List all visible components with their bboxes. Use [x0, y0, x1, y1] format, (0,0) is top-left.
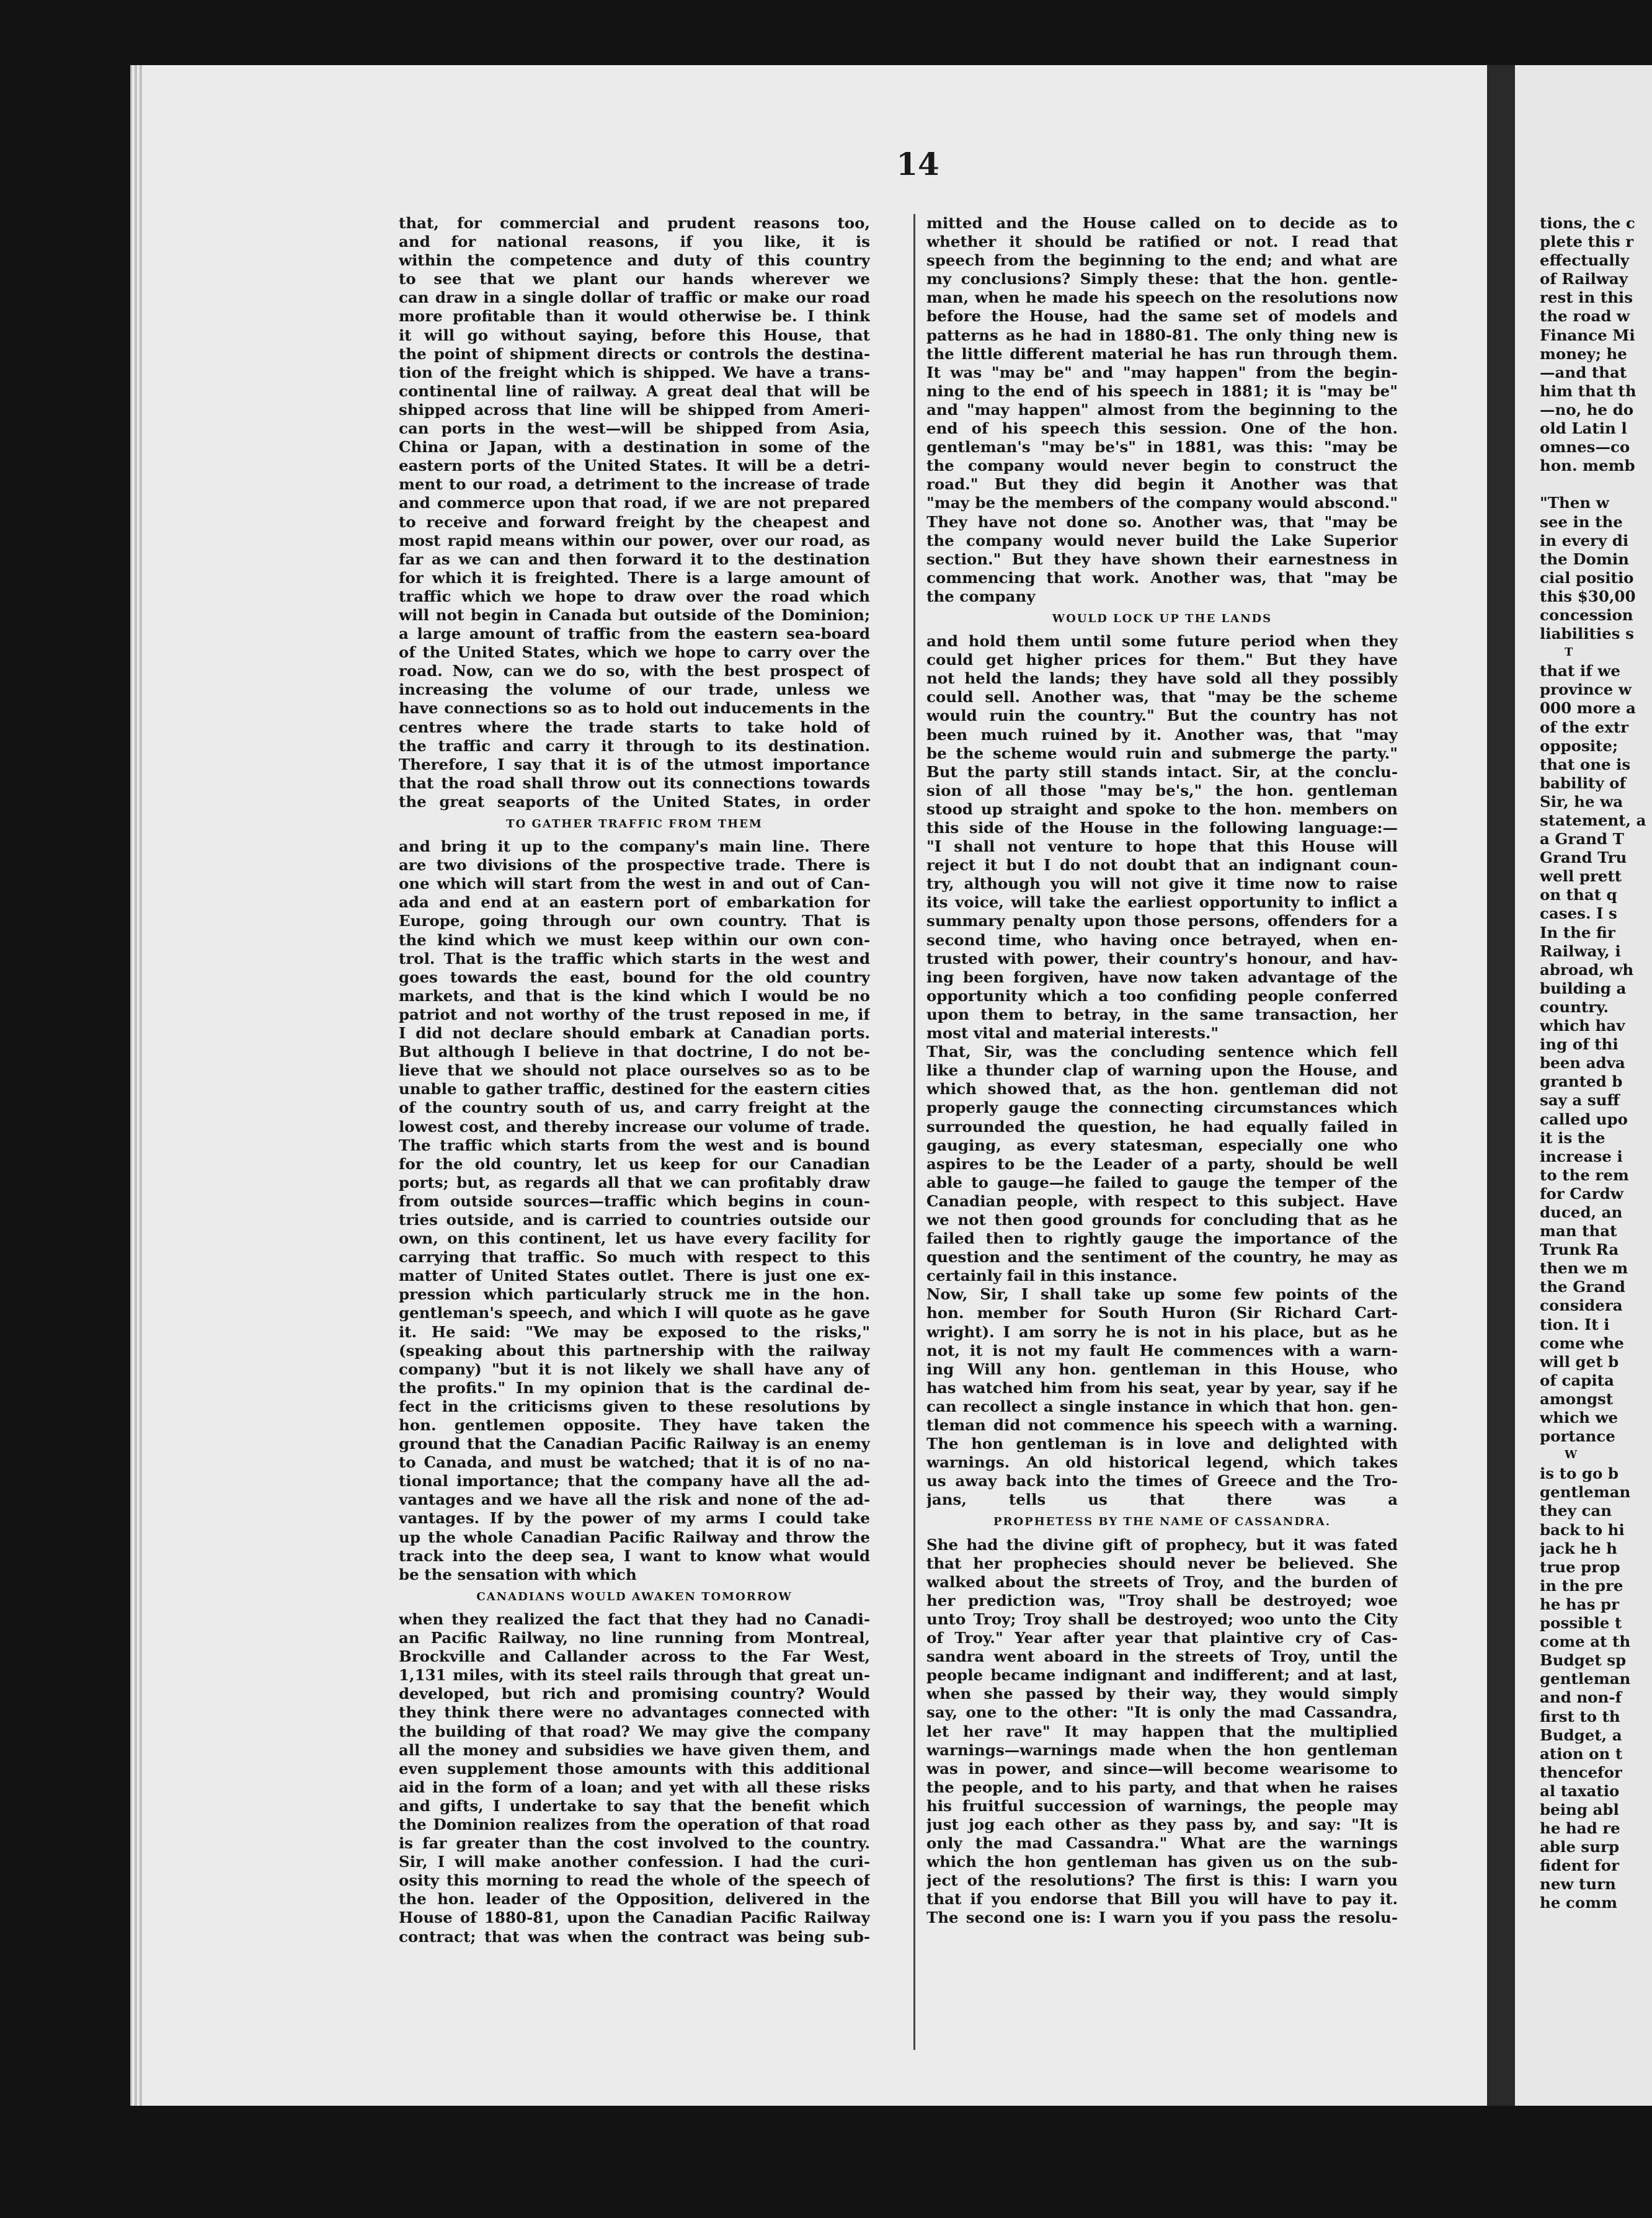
text-line: Brockville and Callander across to the Far West, — [399, 1647, 870, 1666]
text-line: his fruitful succession of warnings, the people may — [926, 1796, 1398, 1815]
text-line: continental line of railway. A great deal that will be — [399, 381, 870, 400]
subheading: CANADIANS WOULD AWAKEN TOMORROW — [476, 1590, 793, 1603]
subheading: PROPHETESS BY THE NAME OF CASSANDRA. — [993, 1515, 1331, 1529]
text-line: would ruin the country." But the country has not — [926, 706, 1398, 725]
text-line: The hon gentleman is in love and delighted with — [926, 1435, 1398, 1453]
text-line: hon. member for South Huron (Sir Richard Cart- — [926, 1304, 1398, 1322]
text-line: a large amount of traffic from the eastern sea-board — [399, 625, 870, 643]
fragment-line: is to go b — [1540, 1464, 1619, 1483]
text-line: goes towards the east, bound for the old country — [399, 968, 870, 986]
text-line: can ports in the west—will be shipped from Asia, — [399, 419, 870, 438]
column-divider — [913, 214, 915, 2050]
text-line: not held the lands; they have sold all they possibly — [926, 669, 1398, 688]
text-line: to receive and forward freight by the cheapest and — [399, 512, 870, 531]
text-line: properly gauge the connecting circumstances which — [926, 1098, 1398, 1117]
fragment-line: tion. It i — [1540, 1315, 1610, 1334]
text-line: road. Now, can we do so, with the best prospect of — [399, 662, 870, 680]
text-line: unable to gather traffic, destined for the eastern cities — [399, 1080, 870, 1098]
fragment-line: fident for — [1540, 1856, 1619, 1875]
column-1-block-1 — [399, 214, 870, 811]
fragment-line: true prop — [1540, 1557, 1620, 1576]
text-line: (speaking about this partnership with the railway — [399, 1341, 870, 1360]
fragment-line: country. — [1540, 997, 1609, 1016]
column-2 — [926, 214, 1398, 1928]
text-line: it. He said: "We may be exposed to the risks," — [399, 1322, 870, 1341]
text-line: and gifts, I undertake to say that the benefit which — [399, 1796, 870, 1815]
text-line: not, it is not my fault He commences with a warn- — [926, 1341, 1398, 1360]
text-line: But the party still stands intact. Sir, at the conclu- — [926, 762, 1398, 781]
next-page-column — [1540, 214, 1652, 1913]
fragment-line: the road w — [1540, 307, 1630, 326]
text-line: the traffic and carry it through to its destination. — [399, 736, 870, 755]
text-line: carrying that traffic. So much with respect to this — [399, 1248, 870, 1267]
text-line: tion of the freight which is shipped. We have a trans- — [399, 363, 870, 381]
fragment-line: Grand Tru — [1540, 848, 1627, 867]
fragment-line: Budget sp — [1540, 1651, 1627, 1670]
text-line: all the money and subsidies we have given them, and — [399, 1740, 870, 1759]
text-line: vantages. If by the power of my arms I could take — [399, 1509, 870, 1528]
text-line: wright). I am sorry he is not in his place, but as he — [926, 1322, 1398, 1341]
text-line: like a thunder clap of warning upon the House, and — [926, 1061, 1398, 1080]
fragment-line: that one is — [1540, 755, 1631, 773]
fragment-line: the Domin — [1540, 550, 1629, 568]
text-line: are two divisions of the prospective trade. There is — [399, 856, 870, 875]
fragment-line: being abl — [1540, 1800, 1619, 1819]
text-line: markets, and that is the kind which I would be no — [399, 986, 870, 1005]
next-page-fragment — [1515, 65, 1652, 2106]
text-line: aid in the form of a loan; and yet with all these risks — [399, 1778, 870, 1796]
column-1-block-2 — [399, 837, 870, 1584]
text-line: and commerce upon that road, if we are not prepared — [399, 494, 870, 512]
fragment-line: which hav — [1540, 1017, 1625, 1035]
text-line: could sell. Another was, that "may be the scheme — [926, 688, 1398, 706]
text-line: failed then to rightly gauge the importance of the — [926, 1229, 1398, 1248]
text-line: track into the deep sea, I want to know what would — [399, 1546, 870, 1565]
text-line: ports; but, as regards all that we can profitably draw — [399, 1173, 870, 1191]
text-line: patriot and not worthy of the trust reposed in me, if — [399, 1005, 870, 1023]
fragment-line: —no, he do — [1540, 400, 1634, 419]
text-line: Now, Sir, I shall take up some few points of the — [926, 1285, 1398, 1304]
text-line: more profitable than it would otherwise be. I think — [399, 307, 870, 326]
text-line: been much ruined by it. Another was, that "may — [926, 725, 1398, 744]
text-line: 1,131 miles, with its steel rails through that great un- — [399, 1666, 870, 1685]
text-line: mitted and the House called on to decide as to — [926, 214, 1398, 232]
text-line: this side of the House in the following language:— — [926, 819, 1398, 837]
fragment-line: "Then w — [1540, 494, 1609, 512]
fragment-line: In the fir — [1540, 923, 1615, 942]
column-2-block-1 — [926, 214, 1398, 606]
fragment-line: building a — [1540, 979, 1627, 997]
fragment-line: to the rem — [1540, 1165, 1629, 1184]
text-line: ground that the Canadian Pacific Railway is an enemy — [399, 1435, 870, 1453]
fragment-line: come whe — [1540, 1334, 1624, 1352]
fragment-line: rest in this — [1540, 288, 1633, 307]
fragment-line: on that q — [1540, 886, 1617, 904]
fragment-line: Sir, he wa — [1540, 792, 1623, 811]
text-line: within the competence and duty of this country — [399, 251, 870, 270]
fragment-line: of Railway — [1540, 270, 1628, 288]
text-line: upon them to betray, in the same transaction, her — [926, 1005, 1398, 1023]
fragment-subheading: T — [1565, 646, 1574, 659]
fragment-line: in the pre — [1540, 1576, 1623, 1595]
text-line: jans, tells us that there was a — [926, 1490, 1398, 1509]
fragment-block-1 — [1540, 214, 1652, 643]
text-line: can recollect a single instance in which that hon. gen- — [926, 1397, 1398, 1415]
text-line: could get higher prices for them." But they have — [926, 651, 1398, 669]
fragment-line: will get b — [1540, 1352, 1619, 1371]
text-line: traffic which we hope to draw over the road which — [399, 587, 870, 605]
text-line: that, for commercial and prudent reasons too, — [399, 214, 870, 232]
fragment-line: that if we — [1540, 662, 1620, 680]
text-line: pression which particularly struck me in the hon. — [399, 1285, 870, 1304]
text-line: we not then good grounds for concluding that as he — [926, 1210, 1398, 1229]
text-line: the great seaports of the United States, in order — [399, 792, 870, 811]
text-line: to see that we plant our hands wherever we — [399, 270, 870, 288]
text-line: only the mad Cassandra." What are the warnings — [926, 1834, 1398, 1853]
text-line: say, one to the other: "It is only the mad Cassandra, — [926, 1703, 1398, 1722]
text-line: the company — [926, 587, 1036, 605]
text-line: have connections so as to hold out inducements in the — [399, 699, 870, 718]
text-line: let her rave" It may happen that the multiplied — [926, 1722, 1398, 1740]
fragment-line: amongst — [1540, 1389, 1614, 1408]
fragment-line: they can — [1540, 1502, 1612, 1520]
text-line: end of his speech this session. One of the hon. — [926, 419, 1398, 438]
text-line: to Canada, and must be watched; that it is of no na- — [399, 1453, 870, 1472]
text-line: ment to our road, a detriment to the increase of trade — [399, 475, 870, 494]
text-line: ning to the end of his speech in 1881; it is "may be" — [926, 381, 1398, 400]
fragment-line: effectually — [1540, 251, 1630, 270]
text-line: the profits." In my opinion that is the cardinal de- — [399, 1378, 870, 1397]
fragment-line: back to hi — [1540, 1520, 1625, 1539]
text-line: tional importance; that the company have all the ad- — [399, 1472, 870, 1490]
text-line: that if you endorse that Bill you will have to pay it. — [926, 1890, 1398, 1908]
text-line: that her prophecies should never be believed. She — [926, 1554, 1398, 1572]
fragment-line: a Grand T — [1540, 830, 1624, 848]
text-line: can draw in a single dollar of traffic or make our road — [399, 288, 870, 307]
text-line: when she passed by their way, they would simply — [926, 1685, 1398, 1703]
text-line: tleman did not commence his speech with a warning. — [926, 1416, 1398, 1434]
fragment-line: Trunk Ra — [1540, 1240, 1619, 1259]
text-line: I did not declare should embark at Canadian ports. — [399, 1024, 870, 1043]
fragment-line: see in the — [1540, 512, 1623, 531]
fragment-line: he comm — [1540, 1894, 1618, 1912]
fragment-line: been adva — [1540, 1054, 1625, 1072]
text-line: for the old country, let us keep for our Canadian — [399, 1154, 870, 1173]
fragment-line: portance — [1540, 1427, 1615, 1446]
text-line: the company would never build the Lake Superior — [926, 531, 1398, 550]
text-line: when they realized the fact that they had no Canadi- — [399, 1610, 870, 1628]
text-line: fect in the criticisms given to these resolutions by — [399, 1397, 870, 1415]
fragment-line: the Grand — [1540, 1278, 1625, 1296]
text-line: and bring it up to the company's main line. There — [399, 837, 870, 856]
fragment-line: this $30,00 — [1540, 587, 1636, 605]
fragment-line: opposite; — [1540, 736, 1618, 755]
text-line: The second one is: I warn you if you pass the resolu- — [926, 1908, 1398, 1927]
column-2-block-2 — [926, 632, 1398, 1509]
text-line: lowest cost, and thereby increase our volume of trade. — [399, 1117, 870, 1136]
text-line: an Pacific Railway, no line running from Montreal, — [399, 1629, 870, 1647]
fragment-subheading: W — [1565, 1448, 1579, 1462]
text-line: that the road shall throw out its connections towards — [399, 773, 870, 792]
text-line: ada and end at an eastern port of embarkation for — [399, 893, 870, 912]
fragment-line: him that th — [1540, 381, 1636, 400]
text-line: has watched him from his seat, year by year, say if he — [926, 1378, 1398, 1397]
text-line: trusted with power, their country's honour, and hav- — [926, 949, 1398, 968]
subheading: WOULD LOCK UP THE LANDS — [1052, 612, 1272, 625]
fragment-line: thencefor — [1540, 1763, 1622, 1781]
text-line: They have not done so. Another was, that "may be — [926, 512, 1398, 531]
text-line: "may be the members of the company would abscond." — [926, 494, 1398, 512]
column-1-block-3 — [399, 1610, 870, 1946]
text-line: Europe, going through our own country. That is — [399, 912, 870, 930]
text-line: before the House, had the same set of models and — [926, 307, 1398, 326]
fragment-line: al taxatio — [1540, 1781, 1620, 1800]
fragment-line: granted b — [1540, 1072, 1623, 1091]
text-line: my conclusions? Simply these: that the hon. gentle- — [926, 270, 1398, 288]
text-line: warnings. An old historical legend, which takes — [926, 1453, 1398, 1472]
text-line: Canadian people, with respect to this subject. Have — [926, 1191, 1398, 1210]
fragment-line: concession — [1540, 605, 1633, 624]
text-line: reject it but I do not doubt that an indignant coun- — [926, 856, 1398, 875]
text-line: ject of the resolutions? The first is this: I warn you — [926, 1871, 1398, 1890]
text-line: ing been forgiven, have now taken advantage of the — [926, 968, 1398, 986]
text-line: they think there were no advantages connected with — [399, 1703, 870, 1722]
fragment-line: cial positio — [1540, 568, 1634, 587]
text-line: own, on this continent, let us have every facility for — [399, 1229, 870, 1248]
text-line: of the United States, which we hope to carry over the — [399, 643, 870, 662]
text-line: commencing that work. Another was, that "may be — [926, 568, 1398, 587]
fragment-line: bability of — [1540, 773, 1627, 792]
text-line: the kind which we must keep within our own con- — [399, 930, 870, 949]
fragment-line — [1540, 475, 1652, 494]
text-line: of the country south of us, and carry freight at the — [399, 1098, 870, 1117]
fragment-line: jack he h — [1540, 1539, 1617, 1557]
text-line: road." But they did begin it Another was that — [926, 475, 1398, 494]
text-line: certainly fail in this instance. — [926, 1267, 1178, 1285]
fragment-line: Budget, a — [1540, 1726, 1622, 1744]
text-line: most vital and material interests." — [926, 1024, 1219, 1043]
subheading: TO GATHER TRAFFIC FROM THEM — [506, 817, 763, 831]
text-line: section." But they have shown their earnestness in — [926, 550, 1398, 568]
text-line: opportunity which a too confiding people conferred — [926, 986, 1398, 1005]
text-line: sion of all those "may be's," the hon. gentleman — [926, 781, 1398, 799]
text-line: gauging, as every statesman, especially one who — [926, 1136, 1398, 1154]
text-line: aspires to be the Leader of a party, should be well — [926, 1154, 1398, 1173]
text-line: and for national reasons, if you like, it is — [399, 233, 870, 251]
fragment-line: liabilities s — [1540, 625, 1634, 643]
text-line: Therefore, I say that it is of the utmost importance — [399, 755, 870, 773]
text-line: far as we can and then forward it to the destination — [399, 550, 870, 568]
fragment-line: of the extr — [1540, 718, 1629, 736]
text-line: company) "but it is not likely we shall have any of — [399, 1360, 870, 1378]
text-line: question and the sentiment of the country, he may as — [926, 1248, 1398, 1267]
text-line: centres where the trade starts to take hold of — [399, 718, 870, 736]
text-line: is far greater than the cost involved to the country. — [399, 1834, 870, 1853]
fragment-line: possible t — [1540, 1614, 1622, 1632]
text-line: will not begin in Canada but outside of the Dominion; — [399, 605, 870, 624]
text-line: of Troy." Year after year that plaintive cry of Cas- — [926, 1629, 1398, 1647]
text-line: But although I believe in that doctrine, I do not be- — [399, 1043, 870, 1061]
fragment-line: —and that — [1540, 363, 1627, 381]
text-line: just jog each other as they pass by, and say: "It is — [926, 1815, 1398, 1833]
fragment-line: 000 more a — [1540, 699, 1636, 718]
fragment-line: well prett — [1540, 867, 1622, 886]
text-line: patterns as he had in 1880-81. The only thing new is — [926, 326, 1398, 344]
fragment-line: old Latin l — [1540, 419, 1627, 438]
text-line: her prediction was, "Troy shall be destroyed; woe — [926, 1591, 1398, 1610]
book-gutter — [1487, 65, 1515, 2106]
text-line: ing Will any hon. gentleman in this House, who — [926, 1360, 1398, 1378]
text-line: stood up straight and spoke to the hon. members on — [926, 799, 1398, 818]
text-line: Sir, I will make another confession. I had the curi- — [399, 1853, 870, 1871]
fragment-line: plete this r — [1540, 233, 1634, 251]
text-line: lieve that we should not place ourselves so as to be — [399, 1061, 870, 1080]
text-line: from outside sources—traffic which begins in coun- — [399, 1191, 870, 1210]
text-line: most rapid means within our power, over our road, as — [399, 531, 870, 550]
text-line: surrounded the question, he had equally failed in — [926, 1117, 1398, 1136]
text-line: able to gauge—he failed to gauge the temper of the — [926, 1173, 1398, 1191]
text-line: which showed that, as the hon. gentleman did not — [926, 1080, 1398, 1098]
text-line: for which it is freighted. There is a large amount of — [399, 568, 870, 587]
fragment-line: Finance Mi — [1540, 326, 1635, 344]
text-line: its voice, will take the earliest opportunity to inflict a — [926, 893, 1398, 912]
text-line: which the hon gentleman has given us on the sub- — [926, 1853, 1398, 1871]
fragment-line: omnes—co — [1540, 438, 1630, 457]
fragment-line: gentleman — [1540, 1670, 1631, 1688]
fragment-line: gentleman — [1540, 1483, 1631, 1502]
text-line: House of 1880-81, upon the Canadian Pacific Railway — [399, 1908, 870, 1927]
text-line: China or Japan, with a destination in some of the — [399, 438, 870, 457]
text-line: increasing the volume of our trade, unless we — [399, 680, 870, 699]
text-line: the people, and to his party, and that when he raises — [926, 1778, 1398, 1796]
text-line: hon. gentlemen opposite. They have taken the — [399, 1416, 870, 1434]
fragment-line: and non-f — [1540, 1688, 1622, 1707]
fragment-line: he had re — [1540, 1819, 1620, 1838]
fragment-line: first to th — [1540, 1707, 1620, 1726]
column-2-block-3 — [926, 1536, 1398, 1928]
text-line: people became indignant and indifferent; and at last, — [926, 1666, 1398, 1685]
text-line: gentleman's "may be's" in 1881, was this: "may be — [926, 438, 1398, 457]
text-line: tries outside, and is carried to countries outside our — [399, 1210, 870, 1229]
fragment-line: considera — [1540, 1296, 1623, 1315]
fragment-line: then we m — [1540, 1259, 1628, 1278]
text-line: speech from the beginning to the end; and what are — [926, 251, 1398, 270]
fragment-block-2 — [1540, 662, 1652, 1446]
fragment-line: cases. I s — [1540, 904, 1617, 923]
text-line: warnings—warnings made when the hon gentleman — [926, 1740, 1398, 1759]
text-line: The traffic which starts from the west and is bound — [399, 1136, 870, 1154]
fragment-line: money; he — [1540, 344, 1627, 363]
text-line: the building of that road? We may give the company — [399, 1722, 870, 1740]
text-line: it will go without saying, before this House, that — [399, 326, 870, 344]
fragment-line: able surp — [1540, 1838, 1620, 1856]
column-1 — [399, 214, 870, 1946]
fragment-line: come at th — [1540, 1632, 1631, 1651]
fragment-line: statement, a — [1540, 811, 1646, 829]
fragment-line: called upo — [1540, 1110, 1628, 1128]
fragment-line: in every di — [1540, 531, 1629, 550]
text-line: summary penalty upon those persons, offenders for a — [926, 912, 1398, 930]
text-line: man, when he made his speech on the resolutions now — [926, 288, 1398, 307]
fragment-line: tions, the c — [1540, 214, 1635, 232]
text-line: the company would never begin to construct the — [926, 457, 1398, 475]
text-line: second time, who having once betrayed, when en- — [926, 930, 1398, 949]
text-line: us away back into the times of Greece and the Tro- — [926, 1472, 1398, 1490]
text-line: shipped across that line will be shipped from Ameri- — [399, 400, 870, 419]
text-line: up the whole Canadian Pacific Railway and throw the — [399, 1528, 870, 1546]
fragment-block-3 — [1540, 1464, 1652, 1912]
text-line: try, although you will not give it time now to raise — [926, 875, 1398, 893]
text-line: It was "may be" and "may happen" from the begin- — [926, 363, 1398, 381]
text-line: developed, but rich and promising country? Would — [399, 1685, 870, 1703]
fragment-line: he has pr — [1540, 1595, 1619, 1613]
text-line: That, Sir, was the concluding sentence which fell — [926, 1043, 1398, 1061]
fragment-line: which we — [1540, 1409, 1619, 1427]
text-line: was in power, and since—will become wearisome to — [926, 1759, 1398, 1778]
fragment-line: province w — [1540, 680, 1632, 699]
text-line: be the scheme would ruin and submerge the party." — [926, 744, 1398, 762]
text-line: and hold them until some future period when they — [926, 632, 1398, 651]
text-line: sandra went aboard in the streets of Troy, until the — [926, 1647, 1398, 1666]
text-line: She had the divine gift of prophecy, but it was fated — [926, 1535, 1398, 1554]
fragment-line: for Cardw — [1540, 1184, 1623, 1203]
fragment-line: Railway, i — [1540, 942, 1621, 960]
text-line: contract; that was when the contract was being sub- — [399, 1927, 870, 1946]
fragment-line: increase i — [1540, 1147, 1623, 1165]
text-line: unto Troy; Troy shall be destroyed; woo unto the City — [926, 1610, 1398, 1628]
fragment-line: abroad, wh — [1540, 960, 1634, 979]
text-line: the hon. leader of the Opposition, delivered in the — [399, 1890, 870, 1908]
text-line: even supplement those amounts with this additional — [399, 1759, 870, 1778]
text-line: and "may happen" almost from the beginning to the — [926, 400, 1398, 419]
fragment-line: say a suff — [1540, 1091, 1620, 1110]
text-line: matter of United States outlet. There is just one ex- — [399, 1267, 870, 1285]
page-number: 14 — [896, 146, 939, 182]
fragment-line: man that — [1540, 1222, 1617, 1240]
text-line: vantages and we have all the risk and none of the ad- — [399, 1490, 870, 1509]
fragment-line: duced, an — [1540, 1203, 1623, 1221]
fragment-line: it is the — [1540, 1128, 1605, 1147]
text-line: trol. That is the traffic which starts in the west and — [399, 949, 870, 968]
text-line: whether it should be ratified or not. I read that — [926, 233, 1398, 251]
text-line: walked about the streets of Troy, and the burden of — [926, 1572, 1398, 1591]
fragment-line: ation on t — [1540, 1744, 1623, 1763]
fragment-line: new turn — [1540, 1875, 1616, 1894]
fragment-line: hon. memb — [1540, 457, 1635, 475]
text-line: the point of shipment directs or controls the destina- — [399, 344, 870, 363]
text-line: one which will start from the west in and out of Can- — [399, 875, 870, 893]
fragment-line: of capita — [1540, 1371, 1614, 1389]
text-line: osity this morning to read the whole of the speech of — [399, 1871, 870, 1890]
text-line: be the sensation with which — [399, 1565, 637, 1583]
fragment-line: ing of thi — [1540, 1035, 1619, 1054]
text-line: the Dominion realizes from the operation of that road — [399, 1815, 870, 1833]
text-line: the little different material he has run through them. — [926, 344, 1398, 363]
text-line: "I shall not venture to hope that this House will — [926, 837, 1398, 856]
text-line: gentleman's speech, and which I will quote as he gave — [399, 1304, 870, 1322]
text-line: eastern ports of the United States. It will be a detri- — [399, 457, 870, 475]
